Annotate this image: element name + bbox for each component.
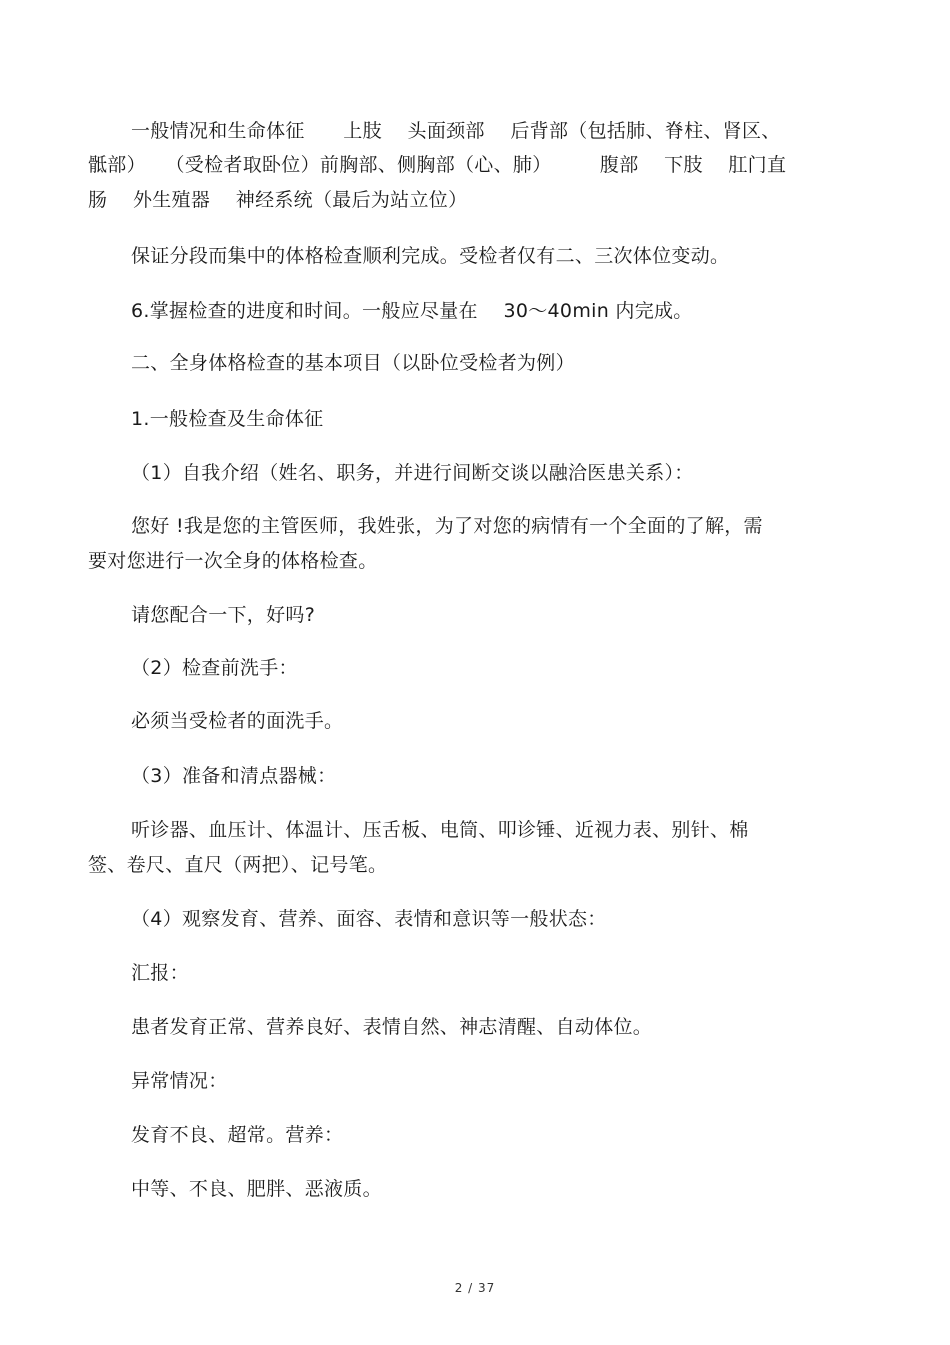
text-line: 听诊器、血压计、体温计、压舌板、电筒、叩诊锤、近视力表、别针、棉 xyxy=(131,819,749,841)
subsection-heading: 1.一般检查及生命体征 xyxy=(131,408,324,430)
section-heading: 二、全身体格检查的基本项目（以卧位受检者为例） xyxy=(131,352,575,374)
text-line: 保证分段而集中的体格检查顺利完成。受检者仅有二、三次体位变动。 xyxy=(131,245,730,267)
text-line: 6.掌握检查的进度和时间。一般应尽量在 30～40min 内完成。 xyxy=(131,300,693,322)
text-line: 必须当受检者的面洗手。 xyxy=(131,710,344,732)
text-line: 您好 !我是您的主管医师，我姓张，为了对您的病情有一个全面的了解，需 xyxy=(131,515,763,537)
text-line: 患者发育正常、营养良好、表情自然、神志清醒、自动体位。 xyxy=(131,1016,653,1038)
text-line: 一般情况和生命体征 上肢 头面颈部 后背部（包括肺、脊柱、肾区、 xyxy=(131,120,781,142)
text-line: （4）观察发育、营养、面容、表情和意识等一般状态： xyxy=(131,908,607,930)
page-number: 2 / 37 xyxy=(454,1281,496,1295)
text-line: （1）自我介绍（姓名、职务，并进行间断交谈以融洽医患关系）： xyxy=(131,462,694,484)
text-line: 发育不良、超常。营养： xyxy=(131,1124,344,1146)
text-line: 肠 外生殖器 神经系统（最后为站立位） xyxy=(88,189,468,211)
text-line: 签、卷尺、直尺（两把）、记号笔。 xyxy=(88,854,388,876)
text-line: （3）准备和清点器械： xyxy=(131,765,337,787)
text-line: 汇报： xyxy=(131,962,189,984)
text-line: 请您配合一下，好吗? xyxy=(131,604,316,626)
text-line: 要对您进行一次全身的体格检查。 xyxy=(88,550,378,572)
text-line: 骶部） （受检者取卧位）前胸部、侧胸部（心、肺） 腹部 下肢 肛门直 xyxy=(88,154,787,176)
text-line: （2）检查前洗手： xyxy=(131,657,298,679)
text-line: 异常情况： xyxy=(131,1070,228,1092)
text-line: 中等、不良、肥胖、恶液质。 xyxy=(131,1178,382,1200)
